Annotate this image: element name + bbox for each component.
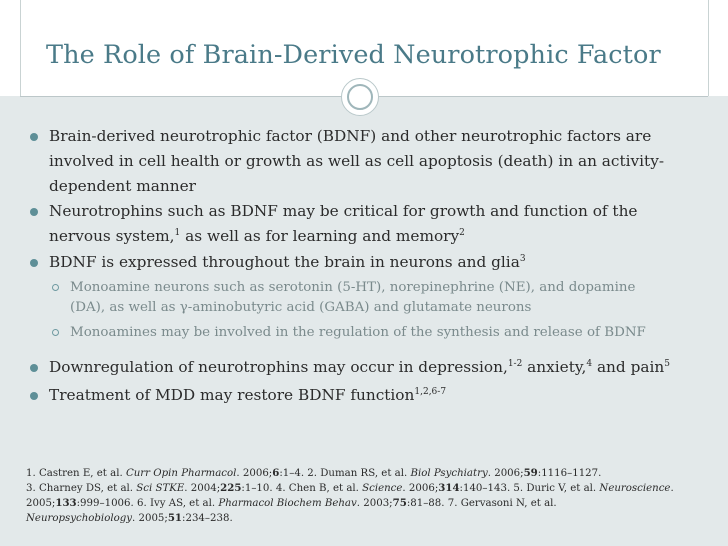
bullet-1-line-3: dependent manner [49,177,196,195]
reference-line-2: 3. Charney DS, et al. Sci STKE. 2004;225:1–10. 4. Chen B, et al. Science. 2006;314:140–143. 5. Duric V, et al. Neuroscience. [26,482,674,494]
sub-bullet-marker-icon [52,329,59,336]
references [26,466,716,526]
slide-title: The Role of Brain-Derived Neurotrophic Factor [46,40,661,70]
bullet-marker-icon [30,133,38,141]
bullet-2-line-1: Neurotrophins such as BDNF may be critical for growth and function of the [49,202,638,220]
reference-line-1: 1. Castren E, et al. Curr Opin Pharmacol. 2006;6:1–4. 2. Duman RS, et al. Biol Psychiatry. 2006;59:1116–1127. [26,467,602,479]
bullet-1-line-1: Brain-derived neurotrophic factor (BDNF) and other neurotrophic factors are [49,127,652,145]
sub-bullet-1-line-1: Monoamine neurons such as serotonin (5-HT), norepinephrine (NE), and dopamine [70,280,636,295]
bullet-4-line-1: Downregulation of neurotrophins may occur in depression,$^{1-2}$ anxiety,$^4$ and pain$^5$ [49,358,670,376]
circle-ornament-inner [347,84,373,110]
circle-ornament-icon [341,78,379,116]
reference-line-4: Neuropsychobiology. 2005;51:234–238. [26,512,233,524]
sub-bullet-1-line-2: (DA), as well as γ-aminobutyric acid (GABA) and glutamate neurons [70,300,532,315]
bullet-1-line-2: involved in cell health or growth as well as cell apoptosis (death) in an activity- [49,152,665,170]
sub-bullet-marker-icon [52,284,59,291]
right-rule [708,0,709,96]
left-rule [20,0,21,96]
bullet-2-line-2: nervous system,$^1$ as well as for learning and memory$^2$ [49,227,465,245]
sub-bullet-2-line-1: Monoamines may be involved in the regulation of the synthesis and release of BDNF [70,325,646,340]
bullet-marker-icon [30,392,38,400]
bullet-3-line-1: BDNF is expressed throughout the brain in neurons and glia$^3$ [49,253,526,271]
bullet-marker-icon [30,259,38,267]
bullet-5-line-1: Treatment of MDD may restore BDNF function$^{1,2,6-7}$ [49,386,447,404]
bullet-marker-icon [30,364,38,372]
bullet-marker-icon [30,208,38,216]
reference-line-3: 2005;133:999–1006. 6. Ivy AS, et al. Pharmacol Biochem Behav. 2003;75:81–88. 7. Gervasoni N, et al. [26,497,557,509]
